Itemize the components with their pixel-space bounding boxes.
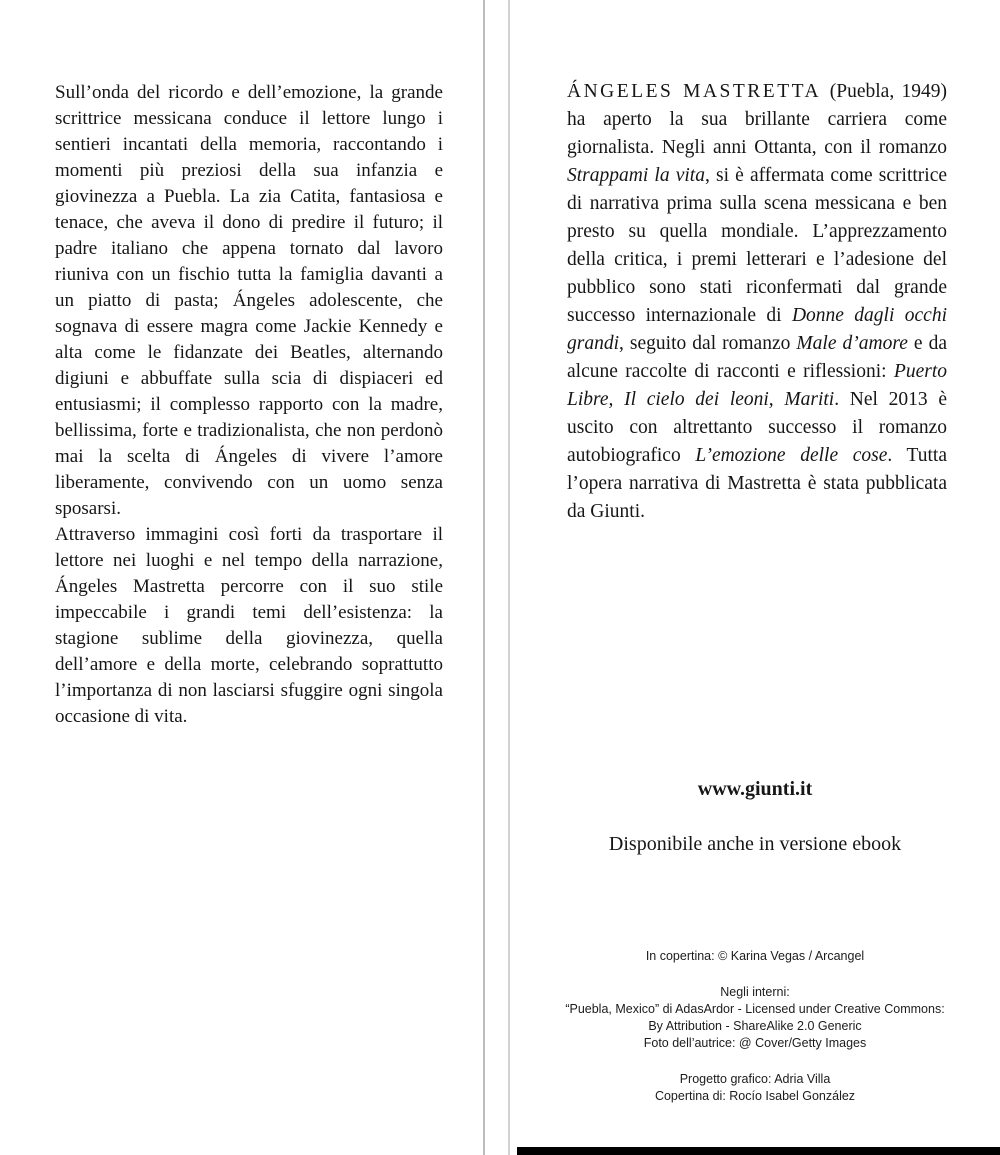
cover-credit: In copertina: © Karina Vegas / Arcangel	[645, 949, 865, 963]
spine-fold-line-left	[483, 0, 485, 1155]
left-flap-text	[55, 80, 443, 730]
credit-line: By Attribution - ShareAlike 2.0 Generic	[648, 1019, 862, 1033]
author-bio: ÁNGELES MASTRETTA (Puebla, 1949) ha aperto la sua brillante carriera come giornalista. Negli anni Ottanta, con il romanzo Strappami la vita, si è affermata come scrittrice di narrativa prima sulla scena messicana e ben presto su quella mondiale. L’apprezzamento della critica, i premi letterari e l’adesione del pubblico sono stati riconfermati dal grande successo internazionale di Donne dagli occhi grandi, seguito dal romanzo Male d’amore e da alcune raccolte di racconti e riflessioni: Puerto Libre, Il cielo dei leoni, Mariti. Nel 2013 è uscito con altrettanto successo il romanzo autobiografico L’emozione delle cose. Tutta l’opera narrativa di Mastretta è stata pubblicata da Giunti.	[567, 81, 948, 522]
synopsis-paragraph-2: Attraverso immagini così forti da trasportare il lettore nei luoghi e nel tempo della narrazione, Ángeles Mastretta percorre con il suo stile impeccabile i grandi temi dell’esistenza: la stagione sublime della giovinezza, quella dell’amore e della morte, celebrando soprattutto l’importanza di non lasciarsi sfuggire ogni singola occasione di vita.	[55, 524, 443, 727]
design-credits	[510, 1071, 1000, 1105]
credit-line: Copertina di: Rocío Isabel González	[654, 1089, 856, 1103]
publisher-website: www.giunti.it	[697, 778, 813, 800]
interior-credits	[510, 984, 1000, 1052]
synopsis-paragraph-1: Sull’onda del ricordo e dell’emozione, la grande scrittrice messicana conduce il lettore lungo i sentieri incantati della memoria, raccontando i momenti più preziosi della sua infanzia e giovinezza a Puebla. La zia Catita, fantasiosa e tenace, che aveva il dono di predire il futuro; il padre italiano che appena tornato dal lavoro riuniva con un fischio tutta la famiglia davanti a un piatto di pasta; Ángeles adolescente, che sognava di essere magra come Jackie Kennedy e alta come le fidanzate dei Beatles, alternando digiuni e abbuffate sulla scia di dispiaceri ed entusiasmi; il complesso rapporto con la madre, bellissima, forte e tradizionalista, che non perdonò mai la scelta di Ángeles di vivere l’amore liberamente, convivendo con un uomo senza sposarsi.	[55, 82, 443, 519]
ebook-availability-note: Disponibile anche in versione ebook	[608, 833, 902, 855]
credit-line: “Puebla, Mexico” di AdasArdor - Licensed under Creative Commons:	[565, 1002, 945, 1016]
credit-line: Negli interni:	[720, 985, 790, 999]
bottom-black-bar	[517, 1147, 1000, 1155]
credit-line: Progetto grafico: Adria Villa	[679, 1072, 831, 1086]
credit-line: Foto dell’autrice: @ Cover/Getty Images	[643, 1036, 867, 1050]
right-flap	[510, 0, 1000, 1155]
left-flap	[0, 0, 483, 1155]
